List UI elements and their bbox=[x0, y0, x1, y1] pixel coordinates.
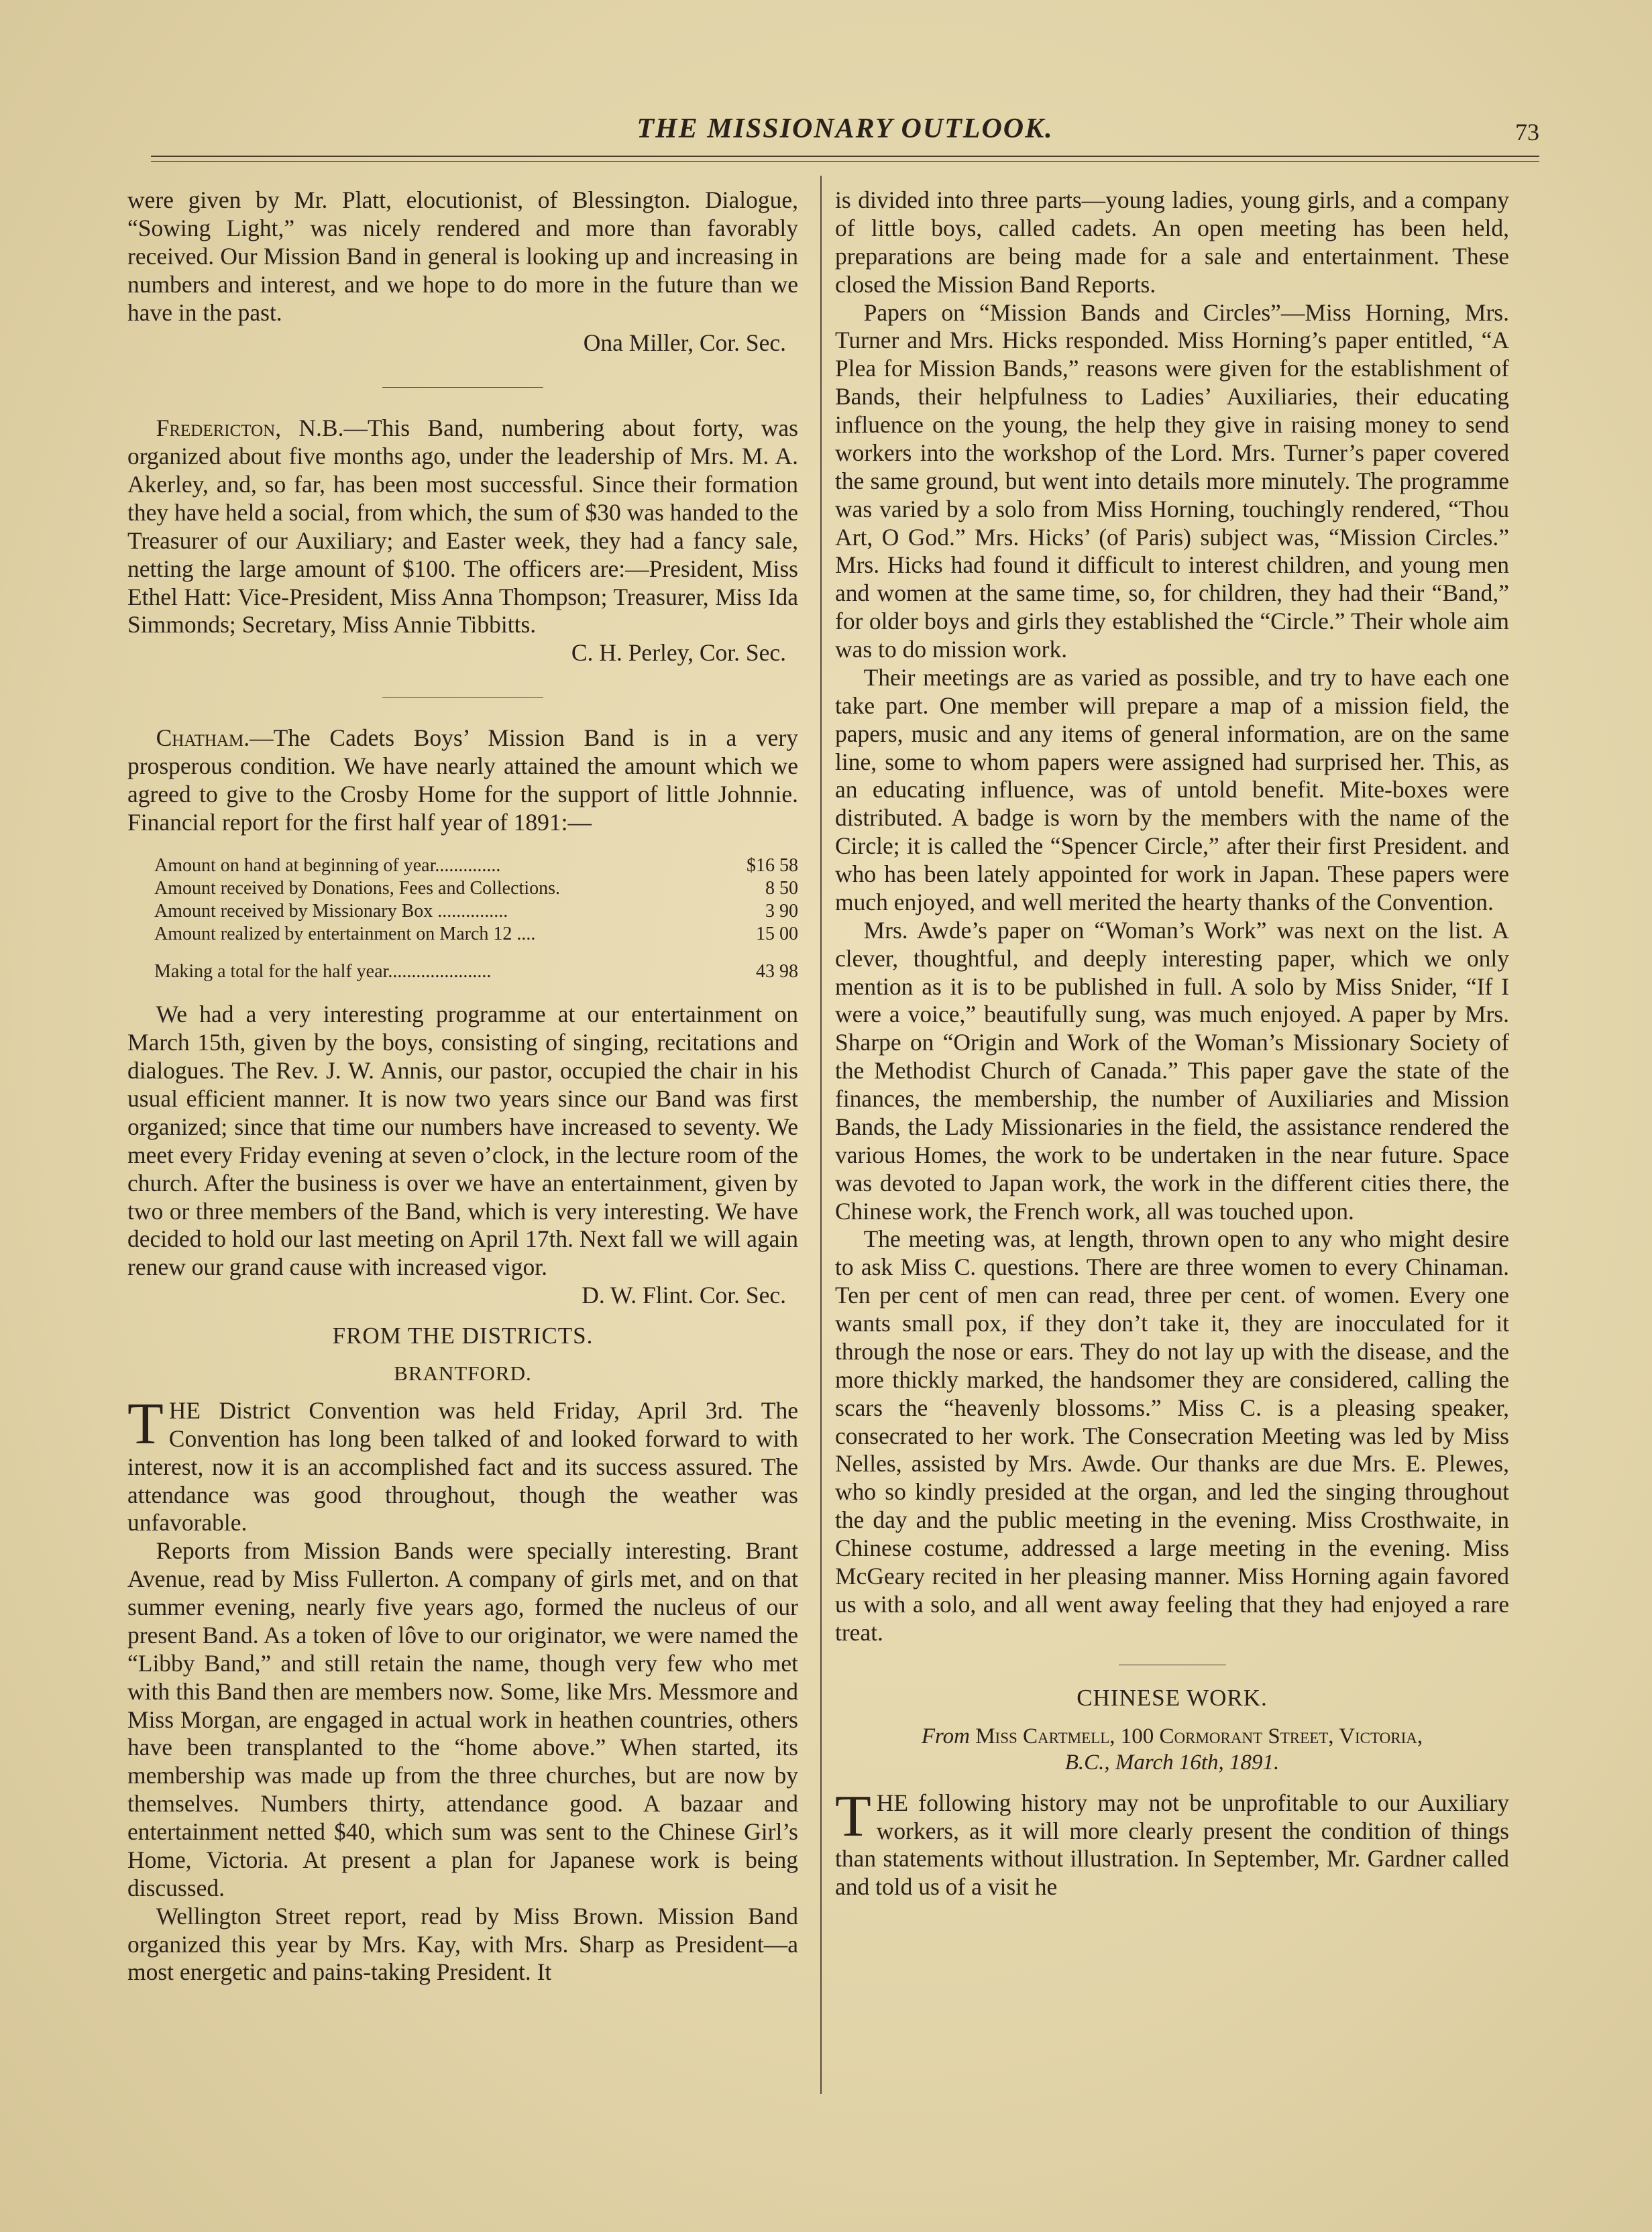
report-text: —The Cadets Boys’ Mission Band is in a very prosperous condition. We have nearly attained the amount which we agreed to give to the Crosby Home for the support of little Johnnie. Financial report for the first half year of 1891:— bbox=[127, 724, 798, 836]
financial-report bbox=[154, 854, 798, 984]
paragraph: is divided into three parts—young ladies, young girls, and a company of little boys, called cadets. An open meeting has been held, preparations are being made for a sale and entertainment. These closed the Mission Band Reports. bbox=[835, 186, 1509, 298]
paragraph: Wellington Street report, read by Miss Brown. Mission Band organized this year by Mrs. Kay, with Mrs. Sharp as President—a most energetic and pains-taking President. It bbox=[127, 1902, 798, 1986]
right-column bbox=[835, 186, 1509, 1901]
running-header bbox=[151, 113, 1539, 153]
paragraph: were given by Mr. Platt, elocutionist, of Blessington. Dialogue, “Sowing Light,” was nicely rendered and more than favorably received. Our Mission Band in general is looking up and increasing in numbers and interest, and we hope to do more in the future than we have in the past. bbox=[127, 186, 798, 326]
column-rule bbox=[820, 176, 822, 2094]
finance-total: Making a total for the half year...................... 43 98 bbox=[154, 961, 798, 983]
paragraph: We had a very interesting programme at our entertainment on March 15th, given by the boys, consisting of singing, recitations and dialogues. The Rev. J. W. Annis, our pastor, occupied the chair in his usual efficient manner. It is now two years since our Band was first organized; since that time our numbers have increased to seventy. We meet every Friday evening at seven o’clock, in the lecture room of the church. After the business is over we have an entertainment, given by two or three members of the Band, which is very interesting. We have decided to hold our last meeting on April 17th. Next fall we will again renew our grand cause with increased vigor. bbox=[127, 1001, 798, 1281]
paragraph: THE District Convention was held Friday, April 3rd. The Convention has long been talked of and looked forward to with interest, now it is an accomplished fact and its success assured. The attendance was good throughout, though the weather was unfavorable. bbox=[127, 1391, 798, 1537]
section-subtitle: BRANTFORD. bbox=[394, 1361, 532, 1386]
signature: D. W. Flint. Cor. Sec. bbox=[582, 1282, 786, 1309]
letter-source: From Miss Cartmell, 100 Cormorant Street, Victoria, B.C., March 16th, 1891. bbox=[921, 1724, 1423, 1775]
header-rule-thin bbox=[151, 161, 1539, 162]
paragraph: THE following history may not be unprofitable to our Auxiliary workers, as it will more clearly present the condition of things than statements without illustration. In September, Mr. Gardner called and told us of a visit he bbox=[835, 1783, 1509, 1901]
place-name: Chatham. bbox=[156, 724, 250, 752]
drop-cap: T bbox=[127, 1391, 164, 1457]
paragraph: Their meetings are as varied as possible, and try to have each one take part. One member will prepare a map of a mission field, the papers, music and any items of general information, are on the same line, some to whom papers were assigned had surprised her. This, as an educating influence, was of untold benefit. Mite-boxes were distributed. A badge is worn by the members with the name of the Circle; it is called the “Spencer Circle,” after their first President. and who has been lately appointed for work in Japan. These papers were much enjoyed, and well merited the hearty thanks of the Convention. bbox=[835, 663, 1509, 915]
signature: Ona Miller, Cor. Sec. bbox=[583, 329, 786, 357]
finance-row: Amount received by Missionary Box ............... 3 90 bbox=[154, 900, 798, 922]
signature: C. H. Perley, Cor. Sec. bbox=[571, 639, 786, 667]
header-rule bbox=[151, 156, 1539, 157]
finance-row: Amount on hand at beginning of year.............. $16 58 bbox=[154, 854, 798, 876]
report-chatham bbox=[127, 724, 798, 837]
journal-title: THE MISSIONARY OUTLOOK. bbox=[637, 113, 1054, 144]
section-title: CHINESE WORK. bbox=[1077, 1684, 1268, 1711]
drop-cap: T bbox=[835, 1783, 871, 1849]
paragraph: Mrs. Awde’s paper on “Woman’s Work” was next on the list. A clever, thoughtful, and deeply interesting paper, which we only mention as it is to be published in full. A solo by Miss Snider, “If I were a voice,” beautifully sung, was much enjoyed. A paper by Mrs. Sharpe on “Origin and Work of the Woman’s Missionary Society of the Methodist Church of Canada.” This paper gave the state of the finances, the membership, the number of Auxiliaries and Mission Bands, the Lady Missionaries in the field, the assistance rendered the various Homes, the work to be undertaken in the near future. Space was devoted to Japan work, the work in the different cities there, the Chinese work, the French work, all was touched upon. bbox=[835, 916, 1509, 1225]
paragraph: Papers on “Mission Bands and Circles”—Miss Horning, Mrs. Turner and Mrs. Hicks responded. Miss Horning’s paper entitled, “A Plea for Mission Bands,” reasons were given for the establishment of Bands, their helpfulness to Ladies’ Auxiliaries, their educating influence on the young, the help they give in raising money to send workers into the workshop of the Lord. Mrs. Turner’s paper covered the same ground, but went into details more minutely. The programme was varied by a solo from Miss Horning, touchingly rendered, “Thou Art, O God.” Mrs. Hicks’ (of Paris) subject was, “Mission Circles.” Mrs. Hicks had found it difficult to interest children, and young men and women at the same time, so, for children, they had their “Band,” for older boys and girls they established the “Circle.” Their whole aim was to do mission work. bbox=[835, 298, 1509, 663]
paragraph: Reports from Mission Bands were specially interesting. Brant Avenue, read by Miss Fullerton. A company of girls met, and on that summer evening, nearly five years ago, formed the nucleus of our present Band. As a token of lôve to our originator, we were named the “Libby Band,” and still retain the name, though very few who met with this Band then are members now. Some, like Mrs. Messmore and Miss Morgan, are engaged in actual work in heathen countries, others have been transplanted to the “home above.” When started, its membership was made up from the three churches, but are now by themselves. Numbers thirty, attendance good. A bazaar and entertainment netted $40, which sum was sent to the Chinese Girl’s Home, Victoria. At present a plan for Japanese work is being discussed. bbox=[127, 1537, 798, 1901]
report-text: N.B.—This Band, numbering about forty, was organized about five months ago, under the leadership of Mrs. M. A. Akerley, and, so far, has been most successful. Since their formation they have held a social, from which, the sum of $30 was handed to the Treasurer of our Auxiliary; and Easter week, they had a fancy sale, netting the large amount of $100. The officers are:—President, Miss Ethel Hatt: Vice-President, Miss Anna Thompson; Treasurer, Miss Ida Simmonds; Secretary, Miss Annie Tibbitts. bbox=[127, 414, 798, 638]
paragraph: The meeting was, at length, thrown open to any who might desire to ask Miss C. questions. There are three women to every Chinaman. Ten per cent of men can read, three per cent. of women. Every one wants small pox, if they don’t take it, they are inocculated for it through the nose or ears. They do not lay up with the disease, and the more thickly marked, the handsomer they are considered, calling the scars the “heavenly blossoms.” Miss C. is a pleasing speaker, consecrated to her work. The Consecration Meeting was led by Miss Nelles, assisted by Mrs. Awde. Our thanks are due Mrs. E. Plewes, who so kindly presided at the organ, and led the singing throughout the day and the public meeting in the evening. Miss Crosthwaite, in Chinese costume, addressed a large meeting in the evening. Miss McGeary recited in her pleasing manner. Miss Horning again favored us with a solo, and all went away feeling that they had enjoyed a rare treat. bbox=[835, 1225, 1509, 1646]
divider bbox=[382, 387, 543, 388]
divider bbox=[382, 697, 543, 698]
report-fredericton bbox=[127, 414, 798, 639]
finance-row: Amount received by Donations, Fees and Collections. 8 50 bbox=[154, 877, 798, 899]
page-number: 73 bbox=[1515, 119, 1539, 146]
place-name: Fredericton, bbox=[156, 414, 282, 442]
left-column bbox=[127, 186, 798, 1987]
section-title: FROM THE DISTRICTS. bbox=[332, 1323, 594, 1349]
finance-row: Amount realized by entertainment on March 12 .... 15 00 bbox=[154, 924, 798, 945]
